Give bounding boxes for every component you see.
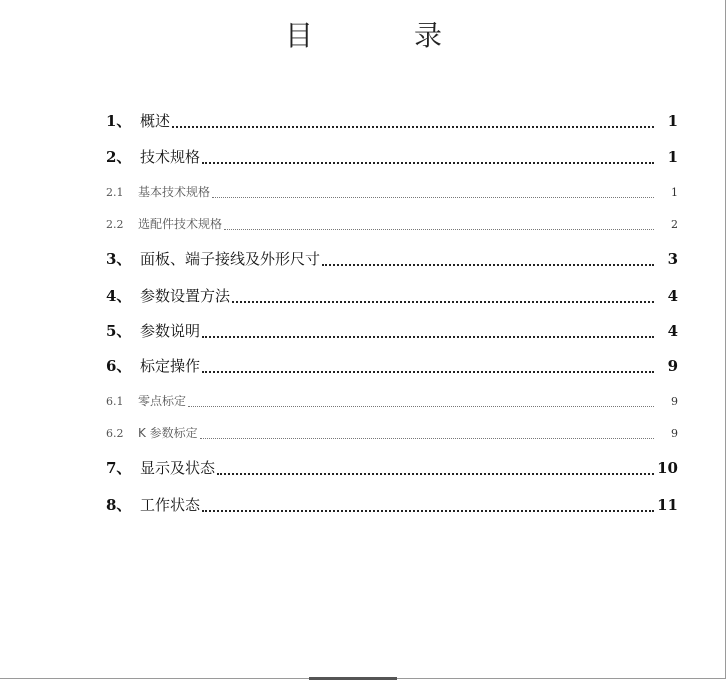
toc-title: 选配件技术规格	[138, 217, 223, 231]
toc-title: 显示及状态	[140, 459, 216, 477]
toc-page-number: 1	[671, 186, 678, 199]
toc-page-number: 4	[667, 287, 678, 305]
toc-entry[interactable]	[106, 248, 678, 269]
toc-leader	[232, 301, 654, 303]
toc-number: 5、	[106, 322, 132, 340]
toc-page-number: 3	[667, 250, 678, 268]
toc-leader	[172, 126, 654, 128]
toc-page-number: 2	[671, 218, 678, 231]
toc-number: 6、	[106, 357, 132, 375]
toc-title: 参数设置方法	[140, 287, 231, 305]
toc-entry[interactable]	[106, 146, 678, 167]
toc-title: 零点标定	[138, 394, 187, 408]
toc-entry[interactable]	[106, 110, 678, 131]
toc-title: 概述	[140, 112, 171, 130]
toc-leader	[202, 371, 654, 373]
toc-leader	[217, 473, 654, 475]
toc-page-number: 11	[657, 496, 678, 514]
toc-number: 2.2	[106, 218, 124, 231]
toc-entry[interactable]	[106, 494, 678, 515]
toc-number: 2.1	[106, 186, 124, 199]
toc-page-number: 1	[667, 112, 678, 130]
toc-number: 2、	[106, 148, 132, 166]
toc-number: 6.1	[106, 395, 124, 408]
toc-number: 1、	[106, 112, 132, 130]
toc-entry[interactable]	[106, 392, 678, 409]
toc-leader	[202, 510, 654, 512]
toc-title: 基本技术规格	[138, 185, 211, 199]
toc-title: 面板、端子接线及外形尺寸	[140, 250, 321, 268]
toc-page-number: 9	[671, 395, 678, 408]
toc-leader	[322, 264, 654, 266]
toc-entry[interactable]	[106, 285, 678, 306]
toc-entry[interactable]	[106, 424, 678, 441]
toc-leader	[202, 336, 654, 338]
toc-page-number: 1	[667, 148, 678, 166]
toc-page-number: 9	[667, 357, 678, 375]
toc-page-number: 4	[667, 322, 678, 340]
page-title: 目 录	[285, 19, 488, 52]
toc-number: 3、	[106, 250, 132, 268]
toc-entry[interactable]	[106, 320, 678, 341]
toc-leader	[202, 162, 654, 164]
toc-entry[interactable]	[106, 355, 678, 376]
toc-leader	[224, 229, 654, 230]
toc-title: 技术规格	[140, 148, 201, 166]
toc-entry[interactable]	[106, 457, 678, 478]
toc-leader	[212, 197, 654, 198]
toc-leader	[188, 406, 654, 407]
toc-number: 8、	[106, 496, 132, 514]
toc-number: 4、	[106, 287, 132, 305]
toc-number: 7、	[106, 459, 132, 477]
toc-page-number: 10	[657, 459, 678, 477]
toc-page-number: 9	[671, 427, 678, 440]
toc-leader	[200, 438, 654, 439]
toc-title: 参数说明	[140, 322, 201, 340]
toc-number: 6.2	[106, 427, 124, 440]
toc-title: 标定操作	[140, 357, 201, 375]
toc-entry[interactable]	[106, 183, 678, 200]
toc-title: K 参数标定	[138, 426, 198, 440]
toc-entry[interactable]	[106, 215, 678, 232]
toc-title: 工作状态	[140, 496, 201, 514]
